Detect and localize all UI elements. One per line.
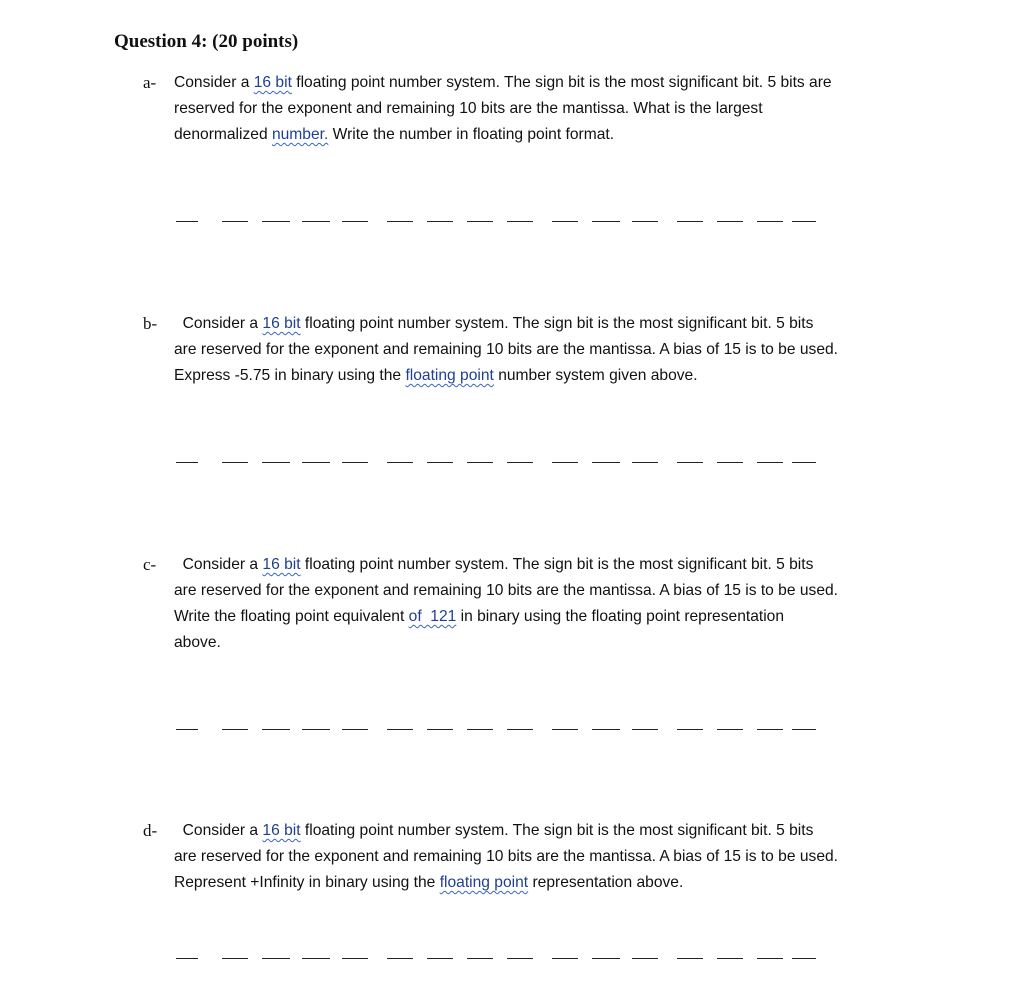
question-line — [174, 870, 909, 896]
bit-blank[interactable] — [792, 958, 816, 959]
question-text-segment: floating point number system. The sign bit is the most significant bit. 5 bits — [300, 556, 814, 573]
bit-blank[interactable] — [222, 462, 248, 463]
bit-blank[interactable] — [222, 221, 248, 222]
bit-blank[interactable] — [262, 958, 290, 959]
question-text-segment: floating point number system. The sign bit is the most significant bit. 5 bits — [300, 822, 814, 839]
spellcheck-underlined-text: 16 bit — [262, 556, 301, 573]
bit-blank[interactable] — [632, 729, 658, 730]
bit-blank[interactable] — [262, 221, 290, 222]
question-letter: d- — [143, 821, 158, 840]
question-line — [174, 122, 909, 148]
bit-blank[interactable] — [262, 462, 290, 463]
question-letter: b- — [143, 314, 158, 333]
bit-blank[interactable] — [387, 221, 413, 222]
question-line — [174, 70, 909, 96]
question-text-segment: Express -5.75 in binary using the — [174, 367, 406, 384]
bit-blank[interactable] — [757, 462, 783, 463]
question-line — [174, 844, 909, 870]
answer-blanks — [176, 729, 816, 731]
bit-blank[interactable] — [467, 221, 493, 222]
bit-blank[interactable] — [342, 729, 368, 730]
bit-blank[interactable] — [387, 729, 413, 730]
bit-blank[interactable] — [427, 462, 453, 463]
spellcheck-underlined-text: 16 bit — [262, 822, 301, 839]
bit-blank[interactable] — [552, 958, 578, 959]
bit-blank[interactable] — [302, 462, 330, 463]
spellcheck-underlined-text: 16 bit — [262, 315, 301, 332]
bit-blank[interactable] — [632, 462, 658, 463]
question-line — [174, 311, 909, 337]
question-text-segment: are reserved for the exponent and remaining 10 bits are the mantissa. A bias of 15 is to be used. — [174, 341, 839, 358]
bit-blank[interactable] — [552, 729, 578, 730]
question-text-segment: Consider a — [174, 822, 263, 839]
question-text-segment: reserved for the exponent and remaining 10 bits are the mantissa. What is the largest — [174, 100, 763, 117]
question-text — [174, 552, 909, 656]
question-text — [174, 818, 909, 896]
question-line — [174, 552, 909, 578]
bit-blank[interactable] — [677, 462, 703, 463]
answer-blanks — [176, 221, 816, 223]
question-line — [174, 96, 909, 122]
question-letter: a- — [143, 73, 157, 92]
bit-blank[interactable] — [302, 221, 330, 222]
question-text-segment: above. — [174, 634, 221, 651]
question-line — [174, 630, 909, 656]
bit-blank[interactable] — [342, 221, 368, 222]
answer-blanks — [176, 462, 816, 464]
bit-blank[interactable] — [717, 958, 743, 959]
bit-blank[interactable] — [176, 729, 198, 730]
spellcheck-underlined-text: 16 bit — [253, 74, 292, 91]
question-text-segment: Write the number in floating point format. — [328, 126, 615, 143]
bit-blank[interactable] — [427, 729, 453, 730]
spellcheck-underlined-text: of 121 — [408, 608, 457, 625]
question-text-segment: Consider a — [174, 556, 263, 573]
bit-blank[interactable] — [467, 729, 493, 730]
question-line — [174, 337, 909, 363]
bit-blank[interactable] — [757, 221, 783, 222]
question-text-segment: Consider a — [174, 74, 254, 91]
bit-blank[interactable] — [592, 729, 620, 730]
bit-blank[interactable] — [507, 958, 533, 959]
bit-blank[interactable] — [792, 729, 816, 730]
bit-blank[interactable] — [677, 221, 703, 222]
bit-blank[interactable] — [302, 729, 330, 730]
bit-blank[interactable] — [467, 462, 493, 463]
bit-blank[interactable] — [592, 958, 620, 959]
bit-blank[interactable] — [507, 221, 533, 222]
bit-blank[interactable] — [302, 958, 330, 959]
spellcheck-underlined-text: floating point — [405, 367, 494, 384]
bit-blank[interactable] — [757, 958, 783, 959]
answer-blanks — [176, 958, 816, 960]
bit-blank[interactable] — [222, 729, 248, 730]
bit-blank[interactable] — [592, 462, 620, 463]
bit-blank[interactable] — [677, 958, 703, 959]
question-line — [174, 818, 909, 844]
question-text-segment: number system given above. — [493, 367, 698, 384]
question-text-segment: Write the floating point equivalent — [174, 608, 409, 625]
question-text-segment: are reserved for the exponent and remaining 10 bits are the mantissa. A bias of 15 is to be used. — [174, 582, 839, 599]
question-text — [174, 311, 909, 389]
question-text-segment: Consider a — [174, 315, 263, 332]
bit-blank[interactable] — [717, 462, 743, 463]
spellcheck-underlined-text: floating point — [439, 874, 529, 891]
question-text-segment: representation above. — [528, 874, 684, 891]
bit-blank[interactable] — [387, 958, 413, 959]
bit-blank[interactable] — [176, 462, 198, 463]
bit-blank[interactable] — [176, 958, 198, 959]
bit-blank[interactable] — [717, 221, 743, 222]
question-line — [174, 363, 909, 389]
bit-blank[interactable] — [592, 221, 620, 222]
question-line — [174, 604, 909, 630]
bit-blank[interactable] — [632, 221, 658, 222]
bit-blank[interactable] — [342, 958, 368, 959]
question-text-segment: Represent +Infinity in binary using the — [174, 874, 440, 891]
bit-blank[interactable] — [552, 221, 578, 222]
bit-blank[interactable] — [717, 729, 743, 730]
bit-blank[interactable] — [467, 958, 493, 959]
question-text-segment: floating point number system. The sign bit is the most significant bit. 5 bits are — [291, 74, 832, 91]
bit-blank[interactable] — [222, 958, 248, 959]
question-text — [174, 70, 909, 148]
page-title: Question 4: (20 points) — [114, 31, 299, 52]
bit-blank[interactable] — [427, 221, 453, 222]
bit-blank[interactable] — [507, 729, 533, 730]
bit-blank[interactable] — [792, 221, 816, 222]
bit-blank[interactable] — [757, 729, 783, 730]
question-text-segment: denormalized — [174, 126, 272, 143]
bit-blank[interactable] — [792, 462, 816, 463]
bit-blank[interactable] — [632, 958, 658, 959]
question-text-segment: floating point number system. The sign bit is the most significant bit. 5 bits — [300, 315, 814, 332]
question-text-segment: in binary using the floating point representation — [456, 608, 785, 625]
bit-blank[interactable] — [262, 729, 290, 730]
bit-blank[interactable] — [677, 729, 703, 730]
question-text-segment: are reserved for the exponent and remaining 10 bits are the mantissa. A bias of 15 is to be used. — [174, 848, 839, 865]
bit-blank[interactable] — [427, 958, 453, 959]
bit-blank[interactable] — [387, 462, 413, 463]
bit-blank[interactable] — [507, 462, 533, 463]
spellcheck-underlined-text: number. — [271, 126, 329, 143]
bit-blank[interactable] — [342, 462, 368, 463]
bit-blank[interactable] — [176, 221, 198, 222]
bit-blank[interactable] — [552, 462, 578, 463]
question-letter: c- — [143, 555, 157, 574]
question-line — [174, 578, 909, 604]
